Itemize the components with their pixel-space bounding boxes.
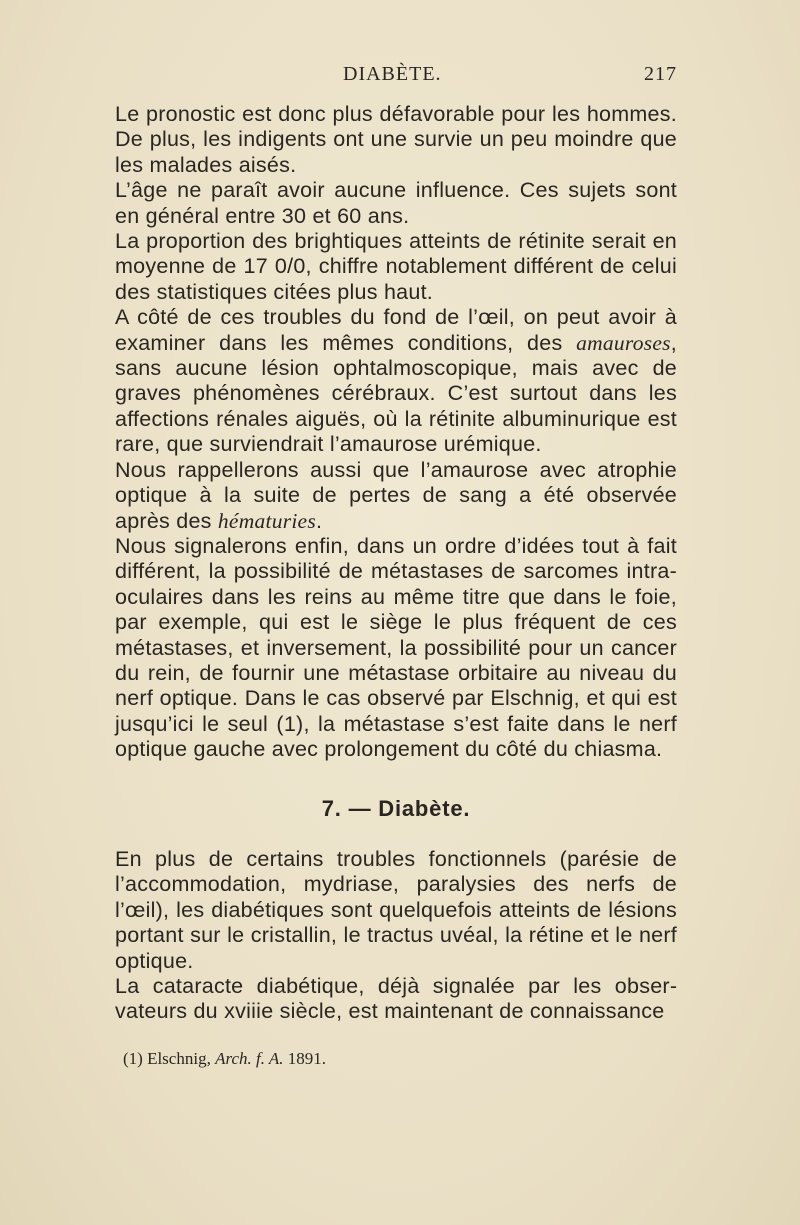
paragraph-metastases: Nous signalerons enfin, dans un ordre d’idées tout à fait différent, la possibilité de métastases de sarcomes intra-oculaires dans les reins au même titre que dans le foie, par exemple, qui est le siège le plus fréquent de ces métastases, et inversement, la possibilité pour un cancer du rein, de fournir une métastase orbitaire au niveau du nerf optique. Dans le cas observé par Elschnig, et qui est jusqu’ici le seul (1), la métastase s’est faite dans le nerf optique gauche avec prolongement du côté du chiasma. [115,533,677,762]
paragraph-hematuries [115,458,677,534]
running-head [115,55,677,95]
page [115,55,677,1069]
footnote-prefix: (1) Elschnig, [123,1048,216,1068]
footnote [115,1049,677,1069]
paragraph-age: L’âge ne paraît avoir aucune influence. Ces sujets sont en général entre 30 et 60 ans. [115,178,677,228]
amauroses-text-before: A côté de ces troubles du fond de l’œil, on peut avoir à examiner dans les mêmes conditions, des [115,305,677,355]
running-title: DIABÈTE. [343,63,442,85]
footnote-journal: Arch. f. A. [215,1048,284,1068]
hematuries-italic: hématuries [217,508,316,533]
hematuries-text-before: Nous rappellerons aussi que l’amaurose avec atrophie optique à la suite de pertes de sang a été observée après des [115,457,677,533]
paragraph-amauroses [115,305,677,457]
amauroses-text-after: , sans aucune lésion ophtalmoscopique, mais avec de graves phénomènes cérébraux. C’est surtout dans les affections rénales aiguës, où la rétinite albuminurique est rare, que surviendrait l’amaurose urémique. [115,330,677,457]
body-text [115,102,677,1025]
paragraph-pronostic: Le pronostic est donc plus défavorable pour les hommes. De plus, les indigents ont une survie un peu moindre que les malades aisés. [115,102,677,177]
paragraph-proportion: La proportion des brightiques atteints de rétinite serait en moyenne de 17 0/0, chiffre notablement différent de celui des statistiques citées plus haut. [115,229,677,304]
section-heading: 7. — Diabète. [321,795,471,821]
footnote-suffix: 1891. [283,1048,327,1068]
paragraph-cataracte: La cataracte diabétique, déjà signalée par les observateurs du xviiie siècle, est maintenant de connaissance [115,974,677,1024]
hematuries-text-after: . [315,508,323,533]
amauroses-italic: amauroses [576,330,671,355]
paragraph-troubles: En plus de certains troubles fonctionnels (parésie de l’accommodation, mydriase, paralysies des nerfs de l’œil), les diabétiques sont quelquefois atteints de lésions portant sur le cristallin, le tractus uvéal, la rétine et le nerf optique. [115,846,677,973]
page-number: 217 [644,63,677,85]
